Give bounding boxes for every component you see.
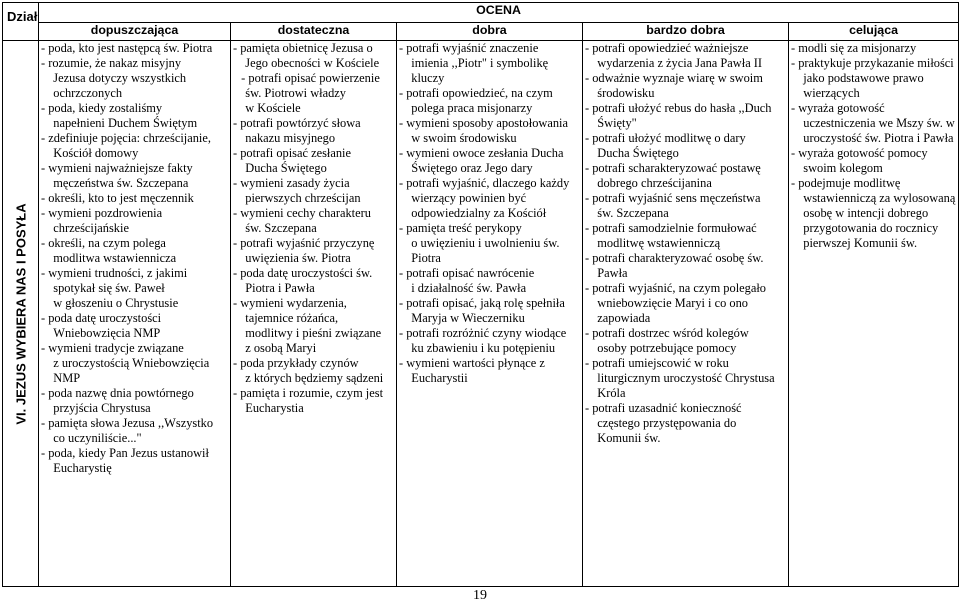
requirement-line: pierwszych chrześcijan bbox=[245, 191, 361, 205]
requirement-line: - rozumie, że nakaz misyjny bbox=[41, 56, 182, 70]
requirement-line: dobrego chrześcijanina bbox=[597, 176, 712, 190]
requirement-line: - potrafi dostrzec wśród kolegów bbox=[585, 326, 749, 340]
requirement-line: Króla bbox=[597, 386, 626, 400]
requirement-line: - wymieni tradycje związane bbox=[41, 341, 184, 355]
requirement-line: - pamięta treść perykopy bbox=[399, 221, 522, 235]
requirement-line: - potrafi rozróżnić czyny wiodące bbox=[399, 326, 567, 340]
requirement-line: Piotra i Pawła bbox=[245, 281, 315, 295]
requirement-line: - potrafi opowiedzieć ważniejsze bbox=[585, 41, 749, 55]
requirement-line: wstawienniczą za wylosowaną bbox=[803, 191, 956, 205]
requirement-line: wierzący powinien być bbox=[411, 191, 527, 205]
requirement-line: męczeństwa św. Szczepana bbox=[53, 176, 189, 190]
requirement-line: - potrafi wyjaśnić, na czym polegało bbox=[585, 281, 766, 295]
requirement-line: osoby potrzebujące pomocy bbox=[597, 341, 737, 355]
requirement-line: chrześcijańskie bbox=[53, 221, 129, 235]
requirement-line: z uroczystością Wniebowzięcia bbox=[53, 356, 210, 370]
requirement-line: NMP bbox=[53, 371, 81, 385]
requirement-line: zapowiada bbox=[597, 311, 651, 325]
requirement-line: spotykał się św. Paweł bbox=[53, 281, 165, 295]
column-bardzo-dobra bbox=[583, 41, 789, 587]
requirement-line: - wymieni pozdrowienia bbox=[41, 206, 163, 220]
column-dostateczna bbox=[231, 41, 397, 587]
dzial-header: Dział bbox=[7, 9, 38, 24]
requirement-line: swoim kolegom bbox=[803, 161, 883, 175]
requirement-line: - potrafi ułożyć modlitwę o dary bbox=[585, 131, 746, 145]
requirement-line: Wniebowzięcia NMP bbox=[53, 326, 161, 340]
requirement-line: - modli się za misjonarzy bbox=[791, 41, 917, 55]
requirement-line: - potrafi samodzielnie formułować bbox=[585, 221, 757, 235]
requirement-line: - potrafi wyjaśnić, dlaczego każdy bbox=[399, 176, 570, 190]
requirement-line: - wymieni wydarzenia, bbox=[233, 296, 347, 310]
requirement-line: - potrafi opowiedzieć, na czym bbox=[399, 86, 553, 100]
requirement-line: wydarzenia z życia Jana Pawła II bbox=[597, 56, 763, 70]
requirement-line: - wymieni zasady życia bbox=[233, 176, 350, 190]
requirement-line: pierwszej Komunii św. bbox=[803, 236, 918, 250]
requirement-line: Eucharystia bbox=[245, 401, 304, 415]
requirement-line: Jezusa dotyczy wszystkich bbox=[53, 71, 187, 85]
requirement-line: - potrafi powtórzyć słowa bbox=[233, 116, 361, 130]
requirement-line: uroczystość św. Piotra i Pawła bbox=[803, 131, 954, 145]
requirement-line: środowisku bbox=[597, 86, 655, 100]
requirement-line: Eucharystię bbox=[53, 461, 112, 475]
requirement-line: - zdefiniuje pojęcia: chrześcijanie, bbox=[41, 131, 211, 145]
requirement-line: kluczy bbox=[411, 71, 445, 85]
column-dobra bbox=[397, 41, 583, 587]
requirement-line: Ducha Świętego bbox=[597, 146, 679, 160]
requirement-line: - potrafi opisać powierzenie bbox=[241, 71, 380, 85]
requirement-line: napełnieni Duchem Świętym bbox=[53, 116, 198, 130]
requirement-line: Świętego oraz Jego dary bbox=[411, 161, 533, 175]
requirement-line: Pawła bbox=[597, 266, 628, 280]
requirement-line: - wymieni trudności, z jakimi bbox=[41, 266, 188, 280]
requirement-line: - potrafi scharakteryzować postawę bbox=[585, 161, 761, 175]
grade-header-dostateczna: dostateczna bbox=[231, 23, 397, 41]
requirement-line: w swoim środowisku bbox=[411, 131, 517, 145]
requirement-line: - potrafi wyjaśnić sens męczeństwa bbox=[585, 191, 761, 205]
requirement-line: jako podstawowe prawo bbox=[803, 71, 924, 85]
requirement-line: - poda, kiedy zostaliśmy bbox=[41, 101, 163, 115]
requirement-line: - poda przykłady czynów bbox=[233, 356, 359, 370]
requirement-line: - wyraża gotowość bbox=[791, 101, 885, 115]
requirement-line: - potrafi opisać, jaką rolę spełniła bbox=[399, 296, 565, 310]
requirement-line: w głoszeniu o Chrystusie bbox=[53, 296, 179, 310]
requirement-line: przygotowania do rocznicy bbox=[803, 221, 939, 235]
requirement-line: św. Szczepana bbox=[597, 206, 669, 220]
grade-header-dopuszczajaca: dopuszczająca bbox=[39, 23, 231, 41]
requirement-line: wniebowzięcie Maryi i co ono bbox=[597, 296, 748, 310]
requirement-line: - potrafi umiejscowić w roku bbox=[585, 356, 729, 370]
grade-header-bardzo-dobra: bardzo dobra bbox=[583, 23, 789, 41]
page-number: 19 bbox=[473, 588, 487, 603]
requirement-line: - poda datę uroczystości bbox=[41, 311, 162, 325]
requirement-line: i działalność św. Pawła bbox=[411, 281, 527, 295]
requirement-line: - poda, kto jest następcą św. Piotra bbox=[41, 41, 213, 55]
requirement-line: Kościół domowy bbox=[53, 146, 139, 160]
requirement-line: - potrafi opisać zesłanie bbox=[233, 146, 352, 160]
requirement-line: - określi, na czym polega bbox=[41, 236, 166, 250]
requirement-line: uczestniczenia we Mszy św. w bbox=[803, 116, 955, 130]
column-dopuszczajaca bbox=[39, 41, 231, 587]
grade-header-celujaca: celująca bbox=[789, 23, 959, 41]
requirement-line: o uwięzieniu i uwolnieniu św. bbox=[411, 236, 560, 250]
requirement-line: - wymieni najważniejsze fakty bbox=[41, 161, 193, 175]
requirement-line: ochrzczonych bbox=[53, 86, 123, 100]
requirement-line: Ducha Świętego bbox=[245, 161, 327, 175]
requirement-line: Maryja w Wieczerniku bbox=[411, 311, 525, 325]
requirement-line: częstego przystępowania do bbox=[597, 416, 737, 430]
grading-table bbox=[2, 2, 959, 587]
requirement-line: - pamięta obietnicę Jezusa o bbox=[233, 41, 373, 55]
requirement-line: - podejmuje modlitwę bbox=[791, 176, 901, 190]
requirement-line: - potrafi ułożyć rebus do hasła ,,Duch bbox=[585, 101, 772, 115]
requirement-line: - poda, kiedy Pan Jezus ustanowił bbox=[41, 446, 209, 460]
requirement-line: św. Szczepana bbox=[245, 221, 317, 235]
requirement-line: Jego obecności w Kościele bbox=[245, 56, 380, 70]
requirement-line: - wyraża gotowość pomocy bbox=[791, 146, 928, 160]
ocena-header: OCENA bbox=[39, 3, 959, 23]
requirement-line: - wymieni cechy charakteru bbox=[233, 206, 371, 220]
requirement-line: - potrafi wyjaśnić znaczenie bbox=[399, 41, 539, 55]
requirement-line: - wymieni wartości płynące z bbox=[399, 356, 545, 370]
requirement-line: - potrafi uzasadnić konieczność bbox=[585, 401, 742, 415]
requirement-line: - potrafi wyjaśnić przyczynę bbox=[233, 236, 375, 250]
requirement-line: - praktykuje przykazanie miłości bbox=[791, 56, 954, 70]
section-title: VI. JEZUS WYBIERA NAS I POSYŁA bbox=[13, 202, 29, 425]
requirement-line: Piotra bbox=[411, 251, 441, 265]
requirement-line: Komunii św. bbox=[597, 431, 661, 445]
requirement-line: - pamięta słowa Jezusa ,,Wszystko bbox=[41, 416, 214, 430]
requirement-line: - określi, kto to jest męczennik bbox=[41, 191, 194, 205]
requirement-line: uwięzienia św. Piotra bbox=[245, 251, 351, 265]
requirement-line: ku zbawieniu i ku potępieniu bbox=[411, 341, 556, 355]
requirement-line: modlitwa wstawiennicza bbox=[53, 251, 177, 265]
requirement-line: - pamięta i rozumie, czym jest bbox=[233, 386, 384, 400]
requirement-line: - wymieni sposoby apostołowania bbox=[399, 116, 568, 130]
requirement-line: przyjścia Chrystusa bbox=[53, 401, 151, 415]
requirement-line: modlitwy i pieśni związane bbox=[245, 326, 382, 340]
requirement-line: - odważnie wyznaje wiarę w swoim bbox=[585, 71, 763, 85]
requirement-line: Eucharystii bbox=[411, 371, 468, 385]
requirement-line: - poda nazwę dnia powtórnego bbox=[41, 386, 194, 400]
requirement-line: tajemnice różańca, bbox=[245, 311, 339, 325]
requirement-line: co uczyniliście..." bbox=[53, 431, 142, 445]
requirement-line: z których będziemy sądzeni bbox=[245, 371, 384, 385]
dzial-header-cell bbox=[3, 3, 39, 41]
requirement-line: Święty" bbox=[597, 116, 637, 130]
requirement-line: - potrafi opisać nawrócenie bbox=[399, 266, 535, 280]
requirement-line: - wymieni owoce zesłania Ducha bbox=[399, 146, 564, 160]
requirement-line: polega praca misjonarzy bbox=[411, 101, 533, 115]
section-cell bbox=[3, 41, 39, 587]
requirement-line: św. Piotrowi władzy bbox=[245, 86, 346, 100]
requirement-line: nakazu misyjnego bbox=[245, 131, 336, 145]
requirement-line: imienia ,,Piotr" i symbolikę bbox=[411, 56, 549, 70]
requirement-line: liturgicznym uroczystość Chrystusa bbox=[597, 371, 775, 385]
requirement-line: modlitwę wstawienniczą bbox=[597, 236, 721, 250]
requirement-line: w Kościele bbox=[245, 101, 301, 115]
grade-header-dobra: dobra bbox=[397, 23, 583, 41]
requirement-line: wierzących bbox=[803, 86, 860, 100]
requirement-line: odpowiedzialny za Kościół bbox=[411, 206, 547, 220]
column-celujaca bbox=[789, 41, 959, 587]
requirement-line: osobę w intencji dobrego bbox=[803, 206, 929, 220]
requirement-line: - poda datę uroczystości św. bbox=[233, 266, 373, 280]
requirement-line: - potrafi charakteryzować osobę św. bbox=[585, 251, 764, 265]
requirement-line: z osobą Maryi bbox=[245, 341, 317, 355]
